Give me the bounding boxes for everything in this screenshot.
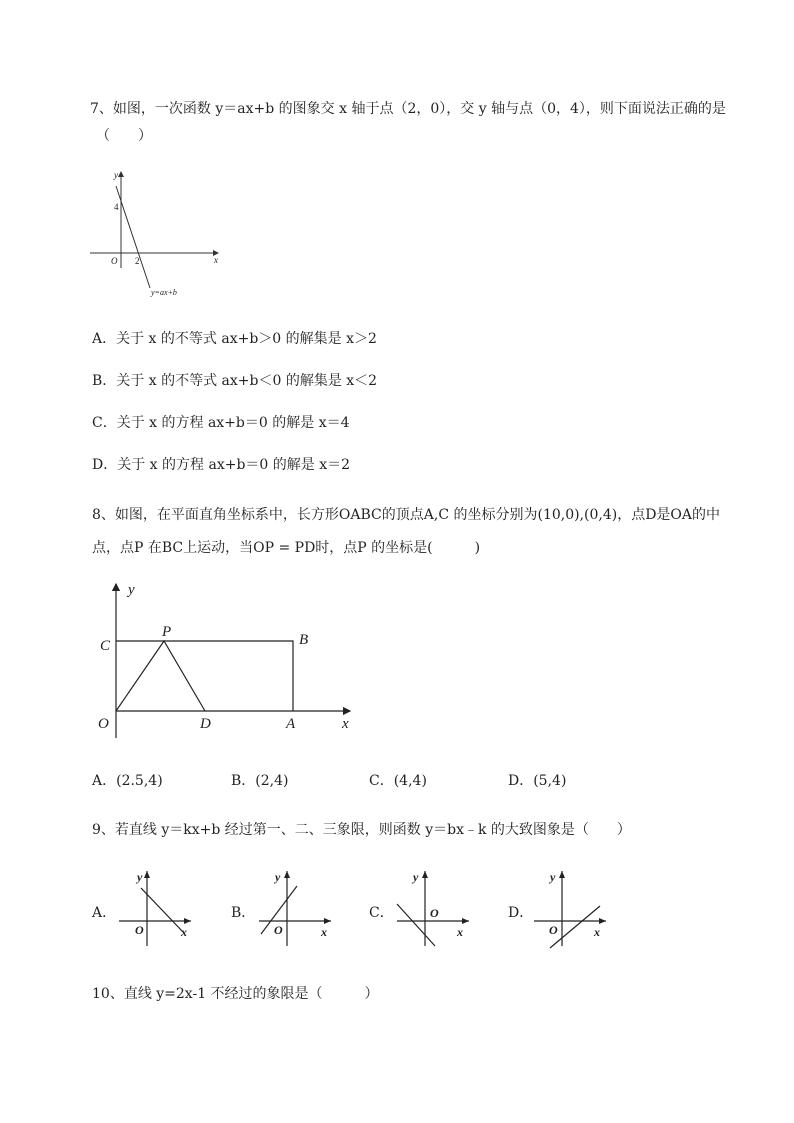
q8-label-a: A bbox=[286, 716, 296, 732]
q9-stem: 9、若直线 y＝kx+b 经过第一、二、三象限，则函数 y＝bx﹣k 的大致图象是（ ） bbox=[92, 822, 631, 838]
q8-label-c: C bbox=[100, 638, 111, 654]
q8-stem-line2: 点，点P 在BC上运动，当OP = PD时，点P 的坐标是( ) bbox=[92, 540, 481, 556]
svg-text:x: x bbox=[594, 925, 600, 939]
q8-y-label: y bbox=[128, 582, 135, 598]
q8-option-a: A．(2.5,4) bbox=[92, 773, 163, 789]
q7-y-tick: 4 bbox=[114, 202, 119, 212]
q7-x-tick: 2 bbox=[135, 256, 140, 266]
q8-option-b: B．(2,4) bbox=[231, 773, 289, 789]
svg-text:O: O bbox=[135, 923, 144, 937]
svg-text:y: y bbox=[137, 870, 143, 884]
q7-stem: 7、如图，一次函数 y＝ax+b 的图象交 x 轴于点（2，0），交 y 轴与点（0，4），则下面说法正确的是 bbox=[90, 101, 726, 117]
q8-triangle bbox=[116, 641, 205, 711]
q8-stem-line1: 8、如图，在平面直角坐标系中，长方形OABC的顶点A,C 的坐标分别为(10,0),(0,4)，点D是OA的中 bbox=[92, 507, 721, 523]
q9-option-c-graph bbox=[393, 866, 473, 946]
svg-text:x: x bbox=[321, 925, 327, 939]
svg-text:y: y bbox=[550, 870, 556, 884]
q8-rectangle bbox=[116, 641, 293, 711]
q8-label-p: P bbox=[162, 624, 172, 640]
svg-text:y: y bbox=[275, 870, 281, 884]
svg-text:x: x bbox=[457, 925, 463, 939]
svg-text:O: O bbox=[430, 906, 439, 920]
q9-option-d-graph bbox=[530, 866, 610, 946]
q7-answer-paren: （ ） bbox=[96, 128, 152, 144]
q9-option-c-label: C． bbox=[369, 905, 394, 921]
q8-label-b: B bbox=[299, 632, 309, 648]
q8-label-d: D bbox=[200, 716, 211, 732]
q7-option-d: D．关于 x 的方程 ax+b＝0 的解是 x＝2 bbox=[92, 457, 351, 473]
q8-x-label: x bbox=[342, 716, 349, 732]
svg-text:O: O bbox=[549, 923, 558, 937]
q7-figure bbox=[88, 168, 228, 308]
q8-figure bbox=[92, 578, 362, 748]
q9-option-d-label: D． bbox=[508, 905, 534, 921]
q9-option-a-graph bbox=[115, 866, 195, 946]
svg-text:O: O bbox=[274, 923, 283, 937]
q7-x-label: x bbox=[214, 255, 218, 265]
svg-text:x: x bbox=[181, 925, 187, 939]
q7-y-label: y bbox=[114, 170, 118, 180]
q9-option-a-label: A． bbox=[92, 905, 117, 921]
q7-option-b: B．关于 x 的不等式 ax+b＜0 的解集是 x＜2 bbox=[92, 373, 378, 389]
q9-option-b-graph bbox=[255, 866, 335, 946]
q10-stem: 10、直线 y=2x-1 不经过的象限是（ ） bbox=[92, 986, 379, 1002]
q8-option-c: C．(4,4) bbox=[369, 773, 427, 789]
q7-origin: O bbox=[111, 256, 118, 266]
q8-option-d: D．(5,4) bbox=[508, 773, 567, 789]
q9-option-b-label: B． bbox=[231, 905, 256, 921]
q7-option-a: A．关于 x 的不等式 ax+b＞0 的解集是 x＞2 bbox=[92, 331, 377, 347]
q7-option-c: C．关于 x 的方程 ax+b＝0 的解是 x＝4 bbox=[92, 415, 350, 431]
q8-label-o: O bbox=[98, 716, 109, 732]
svg-text:y: y bbox=[413, 870, 419, 884]
q7-line-label: y=ax+b bbox=[151, 288, 177, 297]
